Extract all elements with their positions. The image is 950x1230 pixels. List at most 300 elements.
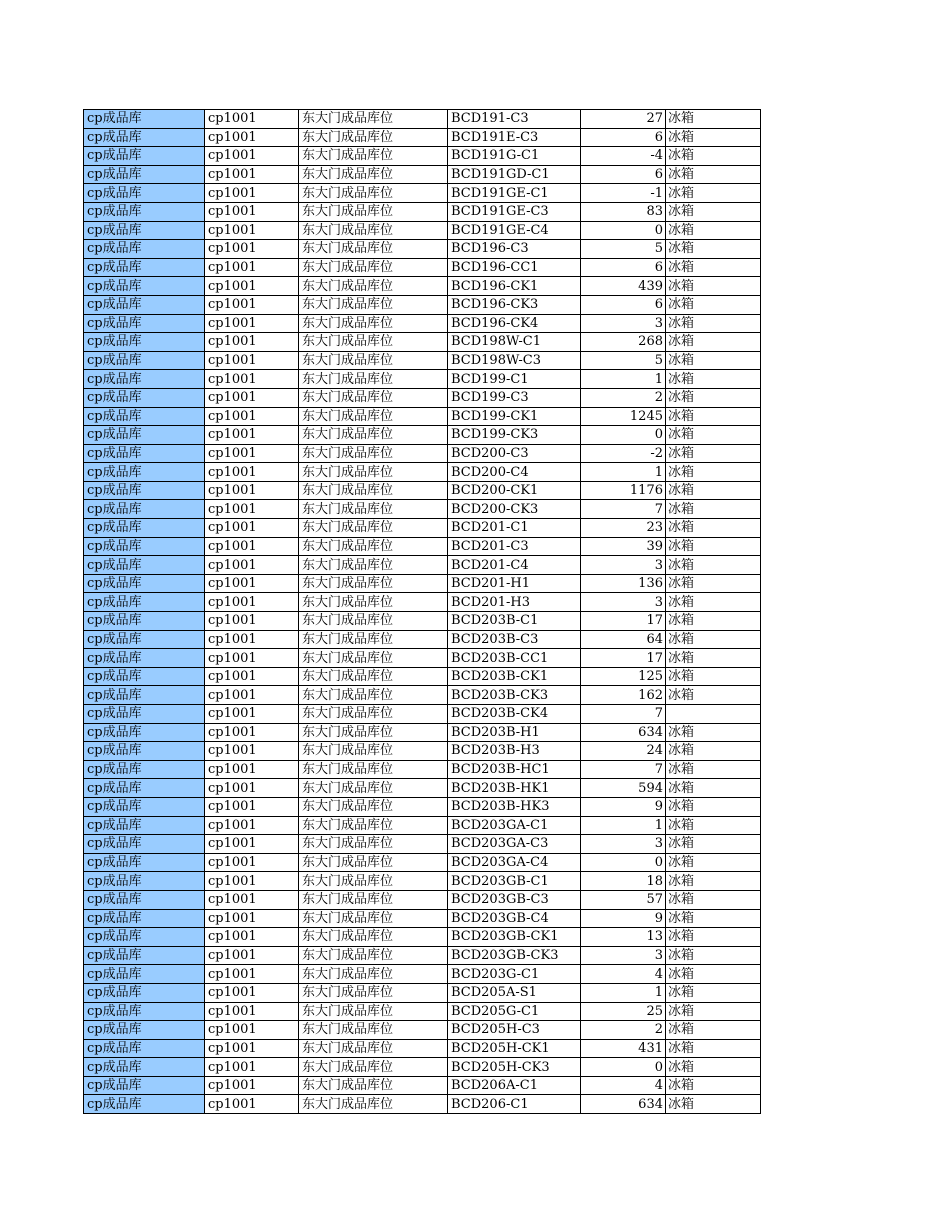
- location-cell[interactable]: 东大门成品库位: [299, 481, 448, 500]
- quantity-cell[interactable]: 9: [581, 797, 666, 816]
- category-cell[interactable]: 冰箱: [666, 890, 761, 909]
- location-cell[interactable]: 东大门成品库位: [299, 295, 448, 314]
- model-cell[interactable]: BCD200-C3: [448, 444, 581, 463]
- model-cell[interactable]: BCD203B-H3: [448, 742, 581, 761]
- quantity-cell[interactable]: 1: [581, 370, 666, 389]
- location-cell[interactable]: 东大门成品库位: [299, 165, 448, 184]
- quantity-cell[interactable]: 27: [581, 110, 666, 129]
- location-cell[interactable]: 东大门成品库位: [299, 835, 448, 854]
- warehouse-code-cell[interactable]: cp1001: [205, 314, 299, 333]
- quantity-cell[interactable]: 6: [581, 165, 666, 184]
- category-cell[interactable]: 冰箱: [666, 1058, 761, 1077]
- model-cell[interactable]: BCD205H-CK1: [448, 1039, 581, 1058]
- model-cell[interactable]: BCD203GB-C4: [448, 909, 581, 928]
- quantity-cell[interactable]: 83: [581, 202, 666, 221]
- location-cell[interactable]: 东大门成品库位: [299, 1058, 448, 1077]
- model-cell[interactable]: BCD205H-C3: [448, 1021, 581, 1040]
- location-cell[interactable]: 东大门成品库位: [299, 593, 448, 612]
- warehouse-code-cell[interactable]: cp1001: [205, 481, 299, 500]
- quantity-cell[interactable]: 0: [581, 221, 666, 240]
- model-cell[interactable]: BCD203B-CC1: [448, 649, 581, 668]
- warehouse-cell[interactable]: cp成品库: [84, 797, 205, 816]
- model-cell[interactable]: BCD203B-H1: [448, 723, 581, 742]
- warehouse-cell[interactable]: cp成品库: [84, 872, 205, 891]
- quantity-cell[interactable]: 0: [581, 1058, 666, 1077]
- model-cell[interactable]: BCD203GB-CK3: [448, 946, 581, 965]
- warehouse-cell[interactable]: cp成品库: [84, 760, 205, 779]
- category-cell[interactable]: 冰箱: [666, 909, 761, 928]
- warehouse-code-cell[interactable]: cp1001: [205, 909, 299, 928]
- category-cell[interactable]: 冰箱: [666, 853, 761, 872]
- warehouse-cell[interactable]: cp成品库: [84, 481, 205, 500]
- warehouse-cell[interactable]: cp成品库: [84, 314, 205, 333]
- warehouse-cell[interactable]: cp成品库: [84, 295, 205, 314]
- warehouse-cell[interactable]: cp成品库: [84, 1002, 205, 1021]
- location-cell[interactable]: 东大门成品库位: [299, 388, 448, 407]
- warehouse-code-cell[interactable]: cp1001: [205, 686, 299, 705]
- model-cell[interactable]: BCD200-C4: [448, 463, 581, 482]
- quantity-cell[interactable]: 2: [581, 388, 666, 407]
- location-cell[interactable]: 东大门成品库位: [299, 110, 448, 129]
- warehouse-code-cell[interactable]: cp1001: [205, 426, 299, 445]
- location-cell[interactable]: 东大门成品库位: [299, 649, 448, 668]
- warehouse-code-cell[interactable]: cp1001: [205, 184, 299, 203]
- location-cell[interactable]: 东大门成品库位: [299, 983, 448, 1002]
- location-cell[interactable]: 东大门成品库位: [299, 314, 448, 333]
- warehouse-code-cell[interactable]: cp1001: [205, 1076, 299, 1095]
- warehouse-cell[interactable]: cp成品库: [84, 1058, 205, 1077]
- category-cell[interactable]: 冰箱: [666, 872, 761, 891]
- quantity-cell[interactable]: 7: [581, 500, 666, 519]
- model-cell[interactable]: BCD196-CK4: [448, 314, 581, 333]
- warehouse-cell[interactable]: cp成品库: [84, 965, 205, 984]
- category-cell[interactable]: 冰箱: [666, 574, 761, 593]
- category-cell[interactable]: 冰箱: [666, 147, 761, 166]
- warehouse-cell[interactable]: cp成品库: [84, 574, 205, 593]
- location-cell[interactable]: 东大门成品库位: [299, 686, 448, 705]
- category-cell[interactable]: 冰箱: [666, 165, 761, 184]
- quantity-cell[interactable]: 5: [581, 351, 666, 370]
- warehouse-code-cell[interactable]: cp1001: [205, 760, 299, 779]
- category-cell[interactable]: 冰箱: [666, 1076, 761, 1095]
- model-cell[interactable]: BCD203GB-C3: [448, 890, 581, 909]
- warehouse-code-cell[interactable]: cp1001: [205, 649, 299, 668]
- location-cell[interactable]: 东大门成品库位: [299, 630, 448, 649]
- model-cell[interactable]: BCD199-CK3: [448, 426, 581, 445]
- warehouse-cell[interactable]: cp成品库: [84, 649, 205, 668]
- quantity-cell[interactable]: 3: [581, 835, 666, 854]
- model-cell[interactable]: BCD203GB-C1: [448, 872, 581, 891]
- warehouse-code-cell[interactable]: cp1001: [205, 110, 299, 129]
- location-cell[interactable]: 东大门成品库位: [299, 147, 448, 166]
- model-cell[interactable]: BCD201-C1: [448, 519, 581, 538]
- quantity-cell[interactable]: -1: [581, 184, 666, 203]
- warehouse-cell[interactable]: cp成品库: [84, 667, 205, 686]
- location-cell[interactable]: 东大门成品库位: [299, 500, 448, 519]
- quantity-cell[interactable]: 6: [581, 128, 666, 147]
- category-cell[interactable]: 冰箱: [666, 128, 761, 147]
- model-cell[interactable]: BCD198W-C3: [448, 351, 581, 370]
- warehouse-code-cell[interactable]: cp1001: [205, 872, 299, 891]
- category-cell[interactable]: 冰箱: [666, 1021, 761, 1040]
- model-cell[interactable]: BCD191E-C3: [448, 128, 581, 147]
- warehouse-cell[interactable]: cp成品库: [84, 946, 205, 965]
- warehouse-code-cell[interactable]: cp1001: [205, 1021, 299, 1040]
- warehouse-cell[interactable]: cp成品库: [84, 351, 205, 370]
- warehouse-code-cell[interactable]: cp1001: [205, 965, 299, 984]
- warehouse-code-cell[interactable]: cp1001: [205, 128, 299, 147]
- quantity-cell[interactable]: 1176: [581, 481, 666, 500]
- model-cell[interactable]: BCD191GE-C4: [448, 221, 581, 240]
- warehouse-cell[interactable]: cp成品库: [84, 184, 205, 203]
- location-cell[interactable]: 东大门成品库位: [299, 816, 448, 835]
- model-cell[interactable]: BCD191-C3: [448, 110, 581, 129]
- model-cell[interactable]: BCD201-H1: [448, 574, 581, 593]
- model-cell[interactable]: BCD203G-C1: [448, 965, 581, 984]
- warehouse-code-cell[interactable]: cp1001: [205, 890, 299, 909]
- location-cell[interactable]: 东大门成品库位: [299, 1076, 448, 1095]
- model-cell[interactable]: BCD205A-S1: [448, 983, 581, 1002]
- warehouse-cell[interactable]: cp成品库: [84, 519, 205, 538]
- category-cell[interactable]: 冰箱: [666, 816, 761, 835]
- location-cell[interactable]: 东大门成品库位: [299, 370, 448, 389]
- warehouse-code-cell[interactable]: cp1001: [205, 370, 299, 389]
- category-cell[interactable]: 冰箱: [666, 500, 761, 519]
- warehouse-cell[interactable]: cp成品库: [84, 909, 205, 928]
- category-cell[interactable]: [666, 705, 761, 724]
- warehouse-code-cell[interactable]: cp1001: [205, 983, 299, 1002]
- model-cell[interactable]: BCD203GA-C3: [448, 835, 581, 854]
- model-cell[interactable]: BCD191GE-C1: [448, 184, 581, 203]
- warehouse-cell[interactable]: cp成品库: [84, 983, 205, 1002]
- location-cell[interactable]: 东大门成品库位: [299, 202, 448, 221]
- quantity-cell[interactable]: 634: [581, 723, 666, 742]
- warehouse-code-cell[interactable]: cp1001: [205, 928, 299, 947]
- category-cell[interactable]: 冰箱: [666, 202, 761, 221]
- category-cell[interactable]: 冰箱: [666, 760, 761, 779]
- warehouse-code-cell[interactable]: cp1001: [205, 240, 299, 259]
- warehouse-cell[interactable]: cp成品库: [84, 240, 205, 259]
- warehouse-code-cell[interactable]: cp1001: [205, 779, 299, 798]
- model-cell[interactable]: BCD201-C4: [448, 556, 581, 575]
- warehouse-cell[interactable]: cp成品库: [84, 500, 205, 519]
- category-cell[interactable]: 冰箱: [666, 240, 761, 259]
- warehouse-cell[interactable]: cp成品库: [84, 370, 205, 389]
- category-cell[interactable]: 冰箱: [666, 593, 761, 612]
- category-cell[interactable]: 冰箱: [666, 1095, 761, 1114]
- warehouse-code-cell[interactable]: cp1001: [205, 277, 299, 296]
- warehouse-code-cell[interactable]: cp1001: [205, 147, 299, 166]
- category-cell[interactable]: 冰箱: [666, 649, 761, 668]
- warehouse-code-cell[interactable]: cp1001: [205, 221, 299, 240]
- model-cell[interactable]: BCD196-CK1: [448, 277, 581, 296]
- model-cell[interactable]: BCD196-CC1: [448, 258, 581, 277]
- quantity-cell[interactable]: 3: [581, 556, 666, 575]
- model-cell[interactable]: BCD203B-CK3: [448, 686, 581, 705]
- model-cell[interactable]: BCD206A-C1: [448, 1076, 581, 1095]
- warehouse-cell[interactable]: cp成品库: [84, 705, 205, 724]
- category-cell[interactable]: 冰箱: [666, 388, 761, 407]
- location-cell[interactable]: 东大门成品库位: [299, 965, 448, 984]
- quantity-cell[interactable]: 18: [581, 872, 666, 891]
- location-cell[interactable]: 东大门成品库位: [299, 277, 448, 296]
- warehouse-cell[interactable]: cp成品库: [84, 110, 205, 129]
- location-cell[interactable]: 东大门成品库位: [299, 779, 448, 798]
- category-cell[interactable]: 冰箱: [666, 184, 761, 203]
- location-cell[interactable]: 东大门成品库位: [299, 705, 448, 724]
- warehouse-cell[interactable]: cp成品库: [84, 221, 205, 240]
- warehouse-cell[interactable]: cp成品库: [84, 593, 205, 612]
- quantity-cell[interactable]: 162: [581, 686, 666, 705]
- warehouse-code-cell[interactable]: cp1001: [205, 1039, 299, 1058]
- model-cell[interactable]: BCD199-C3: [448, 388, 581, 407]
- category-cell[interactable]: 冰箱: [666, 835, 761, 854]
- category-cell[interactable]: 冰箱: [666, 983, 761, 1002]
- model-cell[interactable]: BCD201-H3: [448, 593, 581, 612]
- warehouse-code-cell[interactable]: cp1001: [205, 500, 299, 519]
- quantity-cell[interactable]: 17: [581, 649, 666, 668]
- warehouse-code-cell[interactable]: cp1001: [205, 537, 299, 556]
- location-cell[interactable]: 东大门成品库位: [299, 574, 448, 593]
- location-cell[interactable]: 东大门成品库位: [299, 760, 448, 779]
- quantity-cell[interactable]: 634: [581, 1095, 666, 1114]
- category-cell[interactable]: 冰箱: [666, 314, 761, 333]
- category-cell[interactable]: 冰箱: [666, 556, 761, 575]
- quantity-cell[interactable]: 25: [581, 1002, 666, 1021]
- warehouse-cell[interactable]: cp成品库: [84, 853, 205, 872]
- category-cell[interactable]: 冰箱: [666, 1002, 761, 1021]
- warehouse-code-cell[interactable]: cp1001: [205, 742, 299, 761]
- warehouse-cell[interactable]: cp成品库: [84, 444, 205, 463]
- category-cell[interactable]: 冰箱: [666, 946, 761, 965]
- warehouse-cell[interactable]: cp成品库: [84, 165, 205, 184]
- location-cell[interactable]: 东大门成品库位: [299, 723, 448, 742]
- quantity-cell[interactable]: 57: [581, 890, 666, 909]
- model-cell[interactable]: BCD191GD-C1: [448, 165, 581, 184]
- warehouse-cell[interactable]: cp成品库: [84, 612, 205, 631]
- location-cell[interactable]: 东大门成品库位: [299, 1039, 448, 1058]
- category-cell[interactable]: 冰箱: [666, 928, 761, 947]
- location-cell[interactable]: 东大门成品库位: [299, 1002, 448, 1021]
- location-cell[interactable]: 东大门成品库位: [299, 946, 448, 965]
- quantity-cell[interactable]: 1245: [581, 407, 666, 426]
- location-cell[interactable]: 东大门成品库位: [299, 426, 448, 445]
- warehouse-cell[interactable]: cp成品库: [84, 277, 205, 296]
- category-cell[interactable]: 冰箱: [666, 444, 761, 463]
- warehouse-code-cell[interactable]: cp1001: [205, 1002, 299, 1021]
- warehouse-code-cell[interactable]: cp1001: [205, 463, 299, 482]
- category-cell[interactable]: 冰箱: [666, 797, 761, 816]
- warehouse-cell[interactable]: cp成品库: [84, 407, 205, 426]
- warehouse-cell[interactable]: cp成品库: [84, 537, 205, 556]
- location-cell[interactable]: 东大门成品库位: [299, 909, 448, 928]
- category-cell[interactable]: 冰箱: [666, 537, 761, 556]
- location-cell[interactable]: 东大门成品库位: [299, 928, 448, 947]
- location-cell[interactable]: 东大门成品库位: [299, 519, 448, 538]
- quantity-cell[interactable]: 2: [581, 1021, 666, 1040]
- warehouse-code-cell[interactable]: cp1001: [205, 1095, 299, 1114]
- model-cell[interactable]: BCD203GB-CK1: [448, 928, 581, 947]
- category-cell[interactable]: 冰箱: [666, 1039, 761, 1058]
- warehouse-code-cell[interactable]: cp1001: [205, 705, 299, 724]
- model-cell[interactable]: BCD200-CK3: [448, 500, 581, 519]
- warehouse-code-cell[interactable]: cp1001: [205, 946, 299, 965]
- warehouse-cell[interactable]: cp成品库: [84, 388, 205, 407]
- location-cell[interactable]: 东大门成品库位: [299, 351, 448, 370]
- location-cell[interactable]: 东大门成品库位: [299, 258, 448, 277]
- category-cell[interactable]: 冰箱: [666, 463, 761, 482]
- warehouse-cell[interactable]: cp成品库: [84, 1039, 205, 1058]
- model-cell[interactable]: BCD203B-C3: [448, 630, 581, 649]
- quantity-cell[interactable]: 24: [581, 742, 666, 761]
- warehouse-cell[interactable]: cp成品库: [84, 1095, 205, 1114]
- warehouse-code-cell[interactable]: cp1001: [205, 556, 299, 575]
- warehouse-code-cell[interactable]: cp1001: [205, 797, 299, 816]
- quantity-cell[interactable]: 439: [581, 277, 666, 296]
- location-cell[interactable]: 东大门成品库位: [299, 537, 448, 556]
- quantity-cell[interactable]: 136: [581, 574, 666, 593]
- quantity-cell[interactable]: 3: [581, 946, 666, 965]
- warehouse-cell[interactable]: cp成品库: [84, 686, 205, 705]
- quantity-cell[interactable]: 0: [581, 853, 666, 872]
- quantity-cell[interactable]: 3: [581, 593, 666, 612]
- quantity-cell[interactable]: 7: [581, 760, 666, 779]
- model-cell[interactable]: BCD198W-C1: [448, 333, 581, 352]
- quantity-cell[interactable]: 64: [581, 630, 666, 649]
- model-cell[interactable]: BCD199-C1: [448, 370, 581, 389]
- warehouse-cell[interactable]: cp成品库: [84, 816, 205, 835]
- model-cell[interactable]: BCD200-CK1: [448, 481, 581, 500]
- warehouse-cell[interactable]: cp成品库: [84, 426, 205, 445]
- quantity-cell[interactable]: 9: [581, 909, 666, 928]
- warehouse-code-cell[interactable]: cp1001: [205, 667, 299, 686]
- warehouse-cell[interactable]: cp成品库: [84, 333, 205, 352]
- category-cell[interactable]: 冰箱: [666, 612, 761, 631]
- quantity-cell[interactable]: -4: [581, 147, 666, 166]
- warehouse-code-cell[interactable]: cp1001: [205, 444, 299, 463]
- location-cell[interactable]: 东大门成品库位: [299, 667, 448, 686]
- warehouse-cell[interactable]: cp成品库: [84, 835, 205, 854]
- category-cell[interactable]: 冰箱: [666, 965, 761, 984]
- category-cell[interactable]: 冰箱: [666, 110, 761, 129]
- quantity-cell[interactable]: 1: [581, 463, 666, 482]
- quantity-cell[interactable]: 431: [581, 1039, 666, 1058]
- warehouse-cell[interactable]: cp成品库: [84, 258, 205, 277]
- warehouse-code-cell[interactable]: cp1001: [205, 351, 299, 370]
- warehouse-code-cell[interactable]: cp1001: [205, 1058, 299, 1077]
- warehouse-cell[interactable]: cp成品库: [84, 202, 205, 221]
- quantity-cell[interactable]: -2: [581, 444, 666, 463]
- warehouse-cell[interactable]: cp成品库: [84, 630, 205, 649]
- location-cell[interactable]: 东大门成品库位: [299, 612, 448, 631]
- quantity-cell[interactable]: 1: [581, 983, 666, 1002]
- model-cell[interactable]: BCD203B-HK1: [448, 779, 581, 798]
- category-cell[interactable]: 冰箱: [666, 667, 761, 686]
- quantity-cell[interactable]: 268: [581, 333, 666, 352]
- warehouse-code-cell[interactable]: cp1001: [205, 165, 299, 184]
- warehouse-code-cell[interactable]: cp1001: [205, 574, 299, 593]
- category-cell[interactable]: 冰箱: [666, 407, 761, 426]
- warehouse-cell[interactable]: cp成品库: [84, 556, 205, 575]
- quantity-cell[interactable]: 4: [581, 965, 666, 984]
- model-cell[interactable]: BCD196-C3: [448, 240, 581, 259]
- model-cell[interactable]: BCD191G-C1: [448, 147, 581, 166]
- category-cell[interactable]: 冰箱: [666, 258, 761, 277]
- warehouse-code-cell[interactable]: cp1001: [205, 853, 299, 872]
- location-cell[interactable]: 东大门成品库位: [299, 890, 448, 909]
- warehouse-cell[interactable]: cp成品库: [84, 147, 205, 166]
- warehouse-cell[interactable]: cp成品库: [84, 463, 205, 482]
- location-cell[interactable]: 东大门成品库位: [299, 463, 448, 482]
- location-cell[interactable]: 东大门成品库位: [299, 742, 448, 761]
- warehouse-code-cell[interactable]: cp1001: [205, 630, 299, 649]
- category-cell[interactable]: 冰箱: [666, 295, 761, 314]
- quantity-cell[interactable]: 125: [581, 667, 666, 686]
- model-cell[interactable]: BCD205G-C1: [448, 1002, 581, 1021]
- quantity-cell[interactable]: 13: [581, 928, 666, 947]
- warehouse-code-cell[interactable]: cp1001: [205, 333, 299, 352]
- model-cell[interactable]: BCD199-CK1: [448, 407, 581, 426]
- category-cell[interactable]: 冰箱: [666, 277, 761, 296]
- quantity-cell[interactable]: 5: [581, 240, 666, 259]
- model-cell[interactable]: BCD203B-HK3: [448, 797, 581, 816]
- category-cell[interactable]: 冰箱: [666, 333, 761, 352]
- warehouse-cell[interactable]: cp成品库: [84, 723, 205, 742]
- location-cell[interactable]: 东大门成品库位: [299, 556, 448, 575]
- quantity-cell[interactable]: 6: [581, 295, 666, 314]
- category-cell[interactable]: 冰箱: [666, 779, 761, 798]
- model-cell[interactable]: BCD206-C1: [448, 1095, 581, 1114]
- model-cell[interactable]: BCD203GA-C4: [448, 853, 581, 872]
- quantity-cell[interactable]: 17: [581, 612, 666, 631]
- location-cell[interactable]: 东大门成品库位: [299, 1021, 448, 1040]
- warehouse-code-cell[interactable]: cp1001: [205, 388, 299, 407]
- category-cell[interactable]: 冰箱: [666, 686, 761, 705]
- location-cell[interactable]: 东大门成品库位: [299, 444, 448, 463]
- model-cell[interactable]: BCD203B-CK4: [448, 705, 581, 724]
- location-cell[interactable]: 东大门成品库位: [299, 221, 448, 240]
- category-cell[interactable]: 冰箱: [666, 351, 761, 370]
- category-cell[interactable]: 冰箱: [666, 519, 761, 538]
- quantity-cell[interactable]: 1: [581, 816, 666, 835]
- model-cell[interactable]: BCD191GE-C3: [448, 202, 581, 221]
- location-cell[interactable]: 东大门成品库位: [299, 853, 448, 872]
- warehouse-cell[interactable]: cp成品库: [84, 1076, 205, 1095]
- model-cell[interactable]: BCD196-CK3: [448, 295, 581, 314]
- category-cell[interactable]: 冰箱: [666, 481, 761, 500]
- model-cell[interactable]: BCD203GA-C1: [448, 816, 581, 835]
- quantity-cell[interactable]: 594: [581, 779, 666, 798]
- location-cell[interactable]: 东大门成品库位: [299, 797, 448, 816]
- category-cell[interactable]: 冰箱: [666, 221, 761, 240]
- model-cell[interactable]: BCD203B-HC1: [448, 760, 581, 779]
- warehouse-code-cell[interactable]: cp1001: [205, 723, 299, 742]
- category-cell[interactable]: 冰箱: [666, 742, 761, 761]
- warehouse-code-cell[interactable]: cp1001: [205, 519, 299, 538]
- model-cell[interactable]: BCD205H-CK3: [448, 1058, 581, 1077]
- warehouse-code-cell[interactable]: cp1001: [205, 258, 299, 277]
- warehouse-code-cell[interactable]: cp1001: [205, 612, 299, 631]
- location-cell[interactable]: 东大门成品库位: [299, 407, 448, 426]
- quantity-cell[interactable]: 0: [581, 426, 666, 445]
- warehouse-cell[interactable]: cp成品库: [84, 779, 205, 798]
- category-cell[interactable]: 冰箱: [666, 370, 761, 389]
- location-cell[interactable]: 东大门成品库位: [299, 333, 448, 352]
- location-cell[interactable]: 东大门成品库位: [299, 1095, 448, 1114]
- warehouse-cell[interactable]: cp成品库: [84, 1021, 205, 1040]
- warehouse-cell[interactable]: cp成品库: [84, 928, 205, 947]
- quantity-cell[interactable]: 6: [581, 258, 666, 277]
